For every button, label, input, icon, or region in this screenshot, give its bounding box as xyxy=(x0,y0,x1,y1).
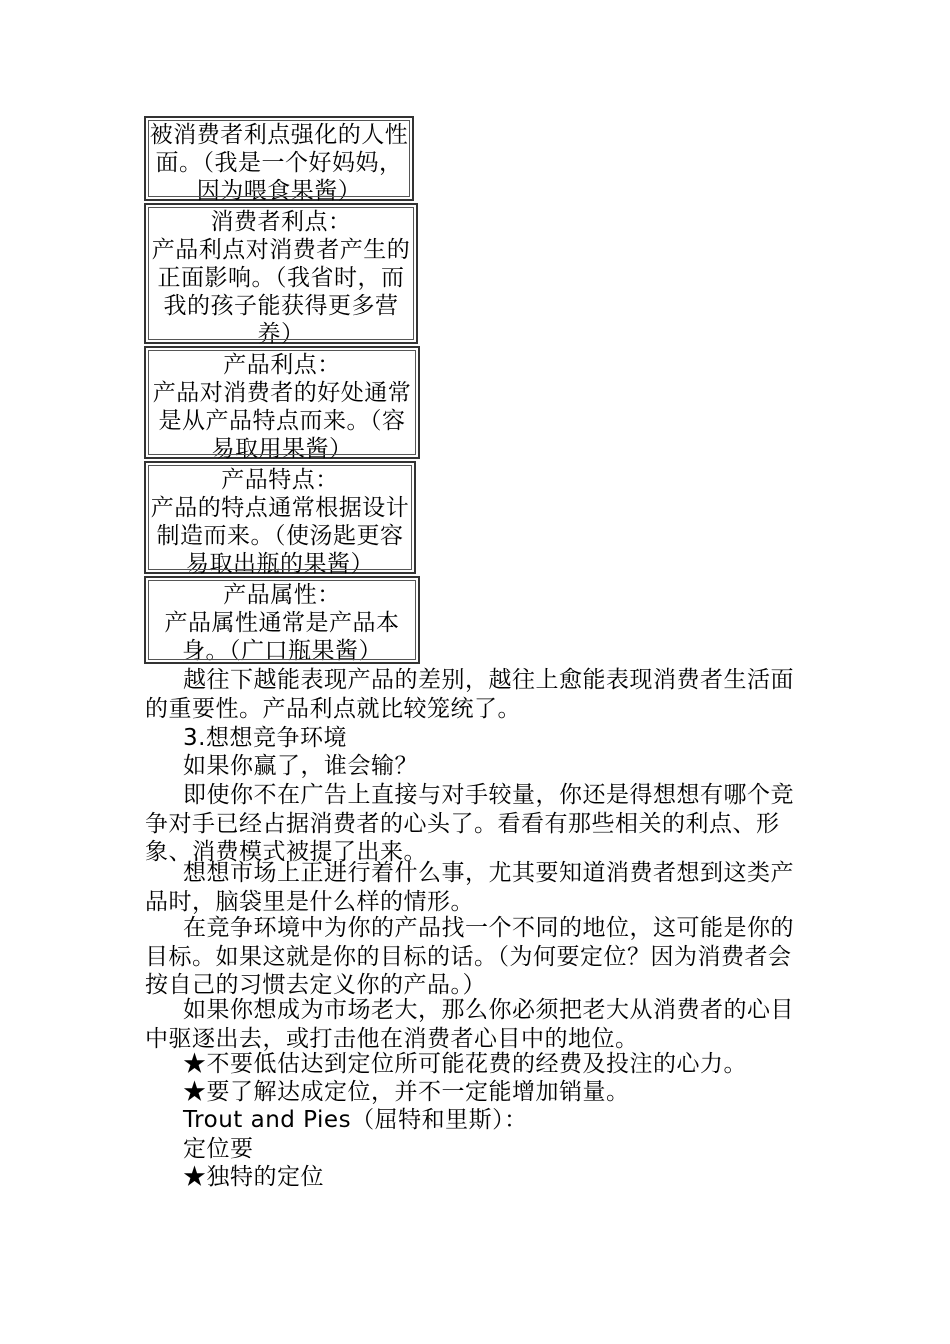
trout-and-ries-heading: Trout and Pies（屈特和里斯）： xyxy=(183,1107,528,1133)
bullet-unique-positioning: ★独特的定位 xyxy=(183,1164,324,1190)
ladder-box-body: 产品属性通常是产品本身。（广口瓶果酱） xyxy=(164,610,400,664)
paragraph-positioning-goal: 在竞争环境中为你的产品找一个不同的地位，这可能是你的目标。如果这就是你的目标的话。（为何要定位？因为消费者会按自己的习惯去定义你的产品。） xyxy=(145,915,794,998)
paragraph-positioning-needs: 定位要 xyxy=(183,1136,254,1162)
paragraph-market-leader: 如果你想成为市场老大，那么你必须把老大从消费者的心目中驱逐出去，或打击他在消费者心目中的地位。 xyxy=(145,997,794,1052)
section-heading-competition: 3.想想竞争环境 xyxy=(183,725,347,751)
ladder-box-product-benefit xyxy=(144,346,420,462)
paragraph-competitors: 即使你不在广告上直接与对手较量，你还是得想想有哪个竞争对手已经占据消费者的心头了。看看有那些相关的利点、形象、消费模式被提了出来。 xyxy=(145,782,794,865)
ladder-box-product-attribute xyxy=(144,576,420,664)
ladder-box-heading: 产品利点： xyxy=(223,352,341,378)
bullet-cost-warning: ★不要低估达到定位所可能花费的经费及投注的心力。 xyxy=(183,1051,747,1077)
ladder-box-body: 被消费者利点强化的人性面。（我是一个好妈妈，因为喂食果酱） xyxy=(149,122,409,204)
ladder-box-human-side xyxy=(144,116,414,204)
ladder-box-heading: 产品属性： xyxy=(223,582,341,608)
ladder-box-consumer-benefit xyxy=(144,203,418,347)
paragraph-ladder-summary: 越往下越能表现产品的差别，越往上愈能表现消费者生活面的重要性。产品利点就比较笼统了。 xyxy=(145,667,794,722)
ladder-box-heading: 消费者利点： xyxy=(210,209,352,235)
paragraph-market-situation: 想想市场上正进行着什么事，尤其要知道消费者想到这类产品时，脑袋里是什么样的情形。 xyxy=(145,860,794,915)
bullet-sales-warning: ★要了解达成定位，并不一定能增加销量。 xyxy=(183,1079,630,1105)
ladder-box-heading: 产品特点： xyxy=(221,467,339,493)
ladder-box-product-feature xyxy=(144,461,416,577)
ladder-box-body: 产品的特点通常根据设计制造而来。（使汤匙更容易取出瓶的果酱） xyxy=(150,495,410,577)
ladder-box-body: 产品对消费者的好处通常是从产品特点而来。（容易取用果酱） xyxy=(152,380,412,462)
ladder-box-body: 产品利点对消费者产生的正面影响。（我省时，而我的孩子能获得更多营养） xyxy=(151,237,411,347)
paragraph-who-loses: 如果你赢了，谁会输？ xyxy=(183,753,418,779)
